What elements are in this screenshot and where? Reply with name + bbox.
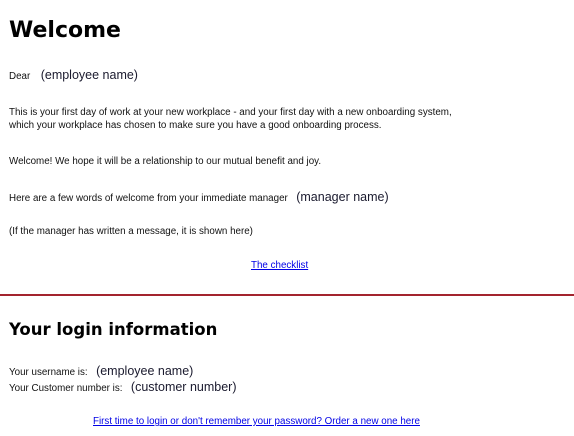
welcome-title: Welcome [9,18,121,43]
manager-intro-text: Here are a few words of welcome from your immediate manager [9,193,288,204]
manager-name-placeholder: (manager name) [296,190,389,204]
intro-paragraph-line1: This is your first day of work at your new workplace - and your first day with a new onboarding system, [9,107,452,118]
intro-paragraph-line2: which your workplace has chosen to make sure you have a good onboarding process. [9,120,382,131]
section-divider [0,294,574,296]
login-title: Your login information [9,320,218,339]
customer-number-value: (customer number) [130,380,237,394]
order-password-link[interactable]: First time to login or don't remember your password? Order a new one here [93,416,420,427]
customer-number-label: Your Customer number is: [9,383,123,394]
username-value: (employee name) [96,364,194,378]
employee-name-placeholder: (employee name) [40,68,138,82]
greeting-line [9,66,138,84]
customer-number-line [9,378,237,396]
manager-message: (If the manager has written a message, it is shown here) [9,226,253,237]
checklist-link[interactable]: The checklist [251,260,309,271]
dear-label: Dear [9,71,31,82]
username-label: Your username is: [9,367,88,378]
welcome-paragraph: Welcome! We hope it will be a relationship to our mutual benefit and joy. [9,156,322,167]
manager-line [9,188,389,206]
